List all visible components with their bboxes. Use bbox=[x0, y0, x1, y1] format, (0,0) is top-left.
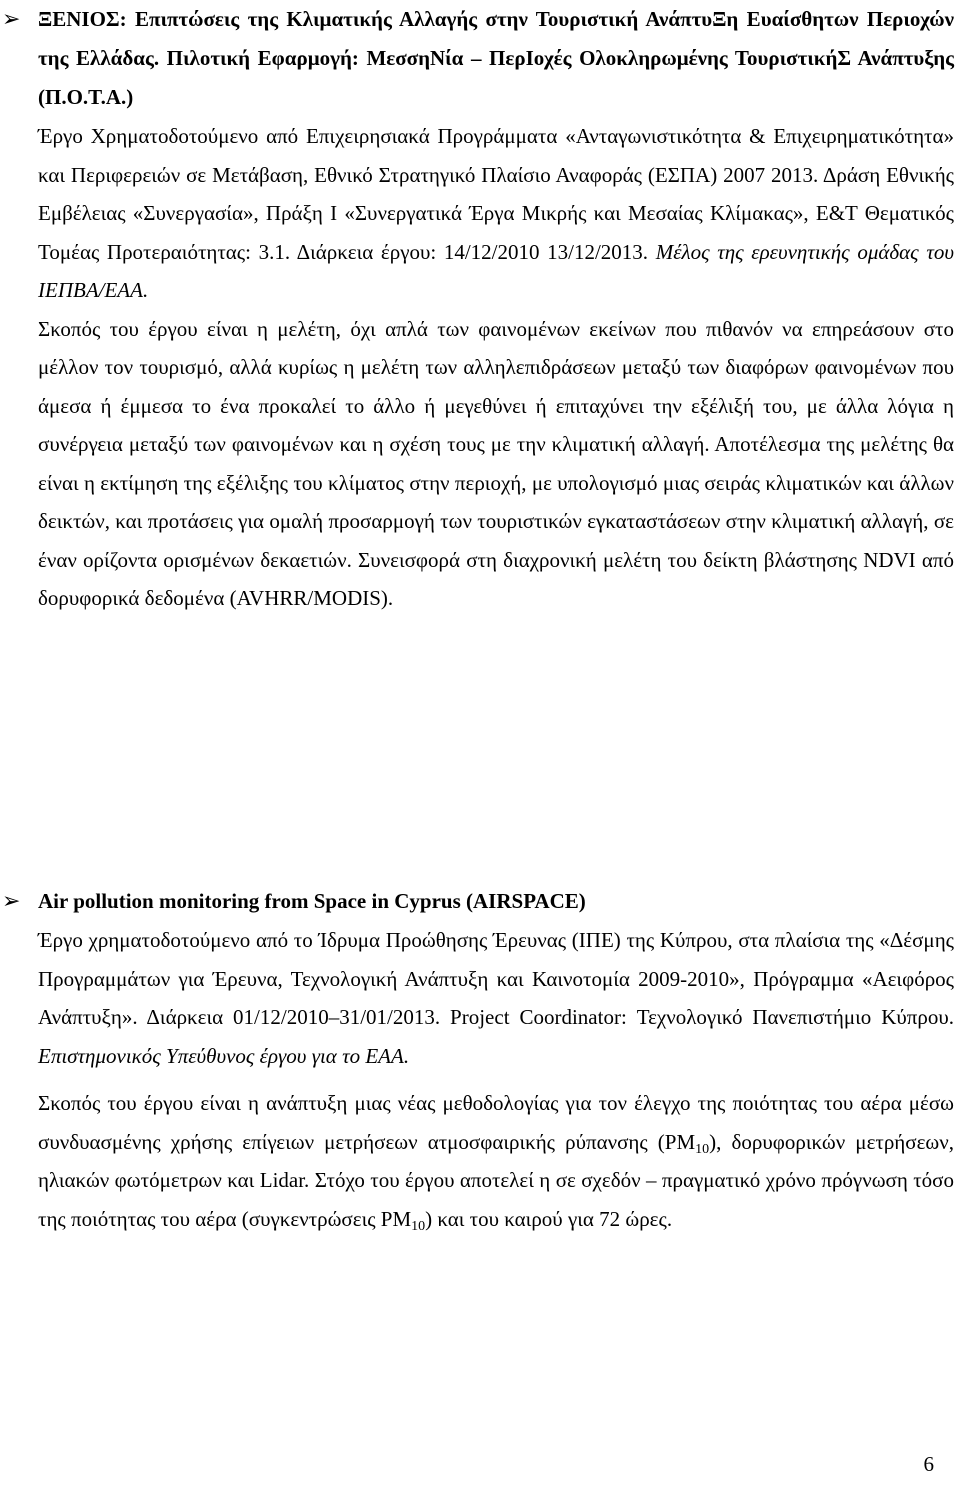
project-purpose bbox=[38, 1084, 954, 1238]
project-title bbox=[2, 882, 954, 921]
project-role: Μέλος της ερευνητικής ομάδας του ΙΕΠΒΑ/ΕΑΑ. bbox=[38, 239, 954, 302]
subscript-10: 10 bbox=[695, 1141, 710, 1157]
page-number: 6 bbox=[923, 1452, 934, 1476]
purpose-text-part: Σκοπός του έργου είναι η ανάπτυξη μιας νέας μεθοδολογίας για τον έλεγχο της ποιότητας του αέρα μέσω συνδυασμένης χρήσης επίγειων μετρήσεων ατμοσφαιρικής ρύπανσης (PM bbox=[38, 1091, 954, 1154]
project-title-text: ΞΕΝΙΟΣ: Επιπτώσεις της Κλιματικής Αλλαγής στην Τουριστική ΑνάπτυΞη Ευαίσθητων Περιοχών της Ελλάδας. Πιλοτική Εφαρμογή: ΜεσσηΝία – ΠερΙοχές Ολοκληρωμένης ΤουριστικήΣ Ανάπτυξης (Π.Ο.Τ.Α.) bbox=[38, 7, 954, 109]
purpose-text-part: ) και του καιρού για 72 ώρες. bbox=[425, 1206, 673, 1231]
purpose-text-part: ), δορυφορικών μετρήσεων, ηλιακών φωτόμετρων και Lidar. Στόχο του έργου αποτελεί η σε σχεδόν – πραγματικό χρόνο πρόγνωση τόσο της ποιότητας του αέρα (συγκεντρώσεις PM bbox=[38, 1129, 954, 1231]
project-title bbox=[2, 0, 954, 117]
project-purpose: Σκοπός του έργου είναι η μελέτη, όχι απλά των φαινομένων εκείνων που πιθανόν να επηρεάσουν στο μέλλον τον τουρισμό, αλλά κυρίως η μελέτη των αλληλεπιδράσεων μεταξύ των διαφόρων φαινομένων που άμεσα ή έμμεσα το ένα προκαλεί το άλλο ή μεγεθύνει ή επιταχύνει την εξέλιξή του, με άλλα λόγια η συνέργεια μεταξύ των φαινομένων και η σχέση τους με την κλιματική αλλαγή. Αποτέλεσμα της μελέτης θα είναι η εκτίμηση της εξέλιξης του κλίματος στην περιοχή, με υπολογισμό μιας σειράς κλιματικών και άλλων δεικτών, και προτάσεις για ομαλή προσαρμογή των τουριστικών εγκαταστάσεων στην κλιματική αλλαγή, σε έναν ορίζοντα ορισμένων δεκαετιών. Συνεισφορά στη διαχρονική μελέτη του δείκτη βλάστησης NDVI από δορυφορικά δεδομένα (AVHRR/MODIS). bbox=[38, 316, 954, 610]
project-description bbox=[38, 117, 954, 310]
project-title-text: Air pollution monitoring from Space in Cyprus (AIRSPACE) bbox=[38, 889, 586, 913]
project-description-text: Έργο χρηματοδοτούμενο από το Ίδρυμα Προώθησης Έρευνας (ΙΠΕ) της Κύπρου, στα πλαίσια της «Δέσμης Προγραμμάτων για Έρευνα, Τεχνολογική Ανάπτυξη και Καινοτομία 2009-2010», Πρόγραμμα «Αειφόρος Ανάπτυξη». Διάρκεια 01/12/2010–31/01/2013. Project Coordinator: Τεχνολογικό Πανεπιστήμιο Κύπρου. bbox=[38, 928, 954, 1029]
arrow-bullet-icon: ➢ bbox=[2, 889, 21, 914]
project-role: Επιστημονικός Υπεύθυνος έργου για το ΕΑΑ. bbox=[38, 1043, 410, 1068]
arrow-bullet-icon: ➢ bbox=[2, 7, 21, 32]
project-entry-xenios bbox=[0, 0, 960, 618]
subscript-10: 10 bbox=[411, 1218, 426, 1234]
project-description bbox=[38, 921, 954, 1075]
project-description-text: Έργο Χρηματοδοτούμενο από Επιχειρησιακά Προγράμματα «Ανταγωνιστικότητα & Επιχειρηματικότητα» και Περιφερειών σε Μετάβαση, Εθνικό Στρατηγικό Πλαίσιο Αναφοράς (ΕΣΠΑ) 2007 2013. Δράση Εθνικής Εμβέλειας «Συνεργασία», Πράξη Ι «Συνεργατικά Έργα Μικρής και Μεσαίας Κλίμακας», Ε&Τ Θεματικός Τομέας Προτεραιότητας: 3.1. Διάρκεια έργου: 14/12/2010 13/12/2013. bbox=[38, 124, 954, 264]
project-entry-airspace bbox=[0, 882, 960, 1238]
